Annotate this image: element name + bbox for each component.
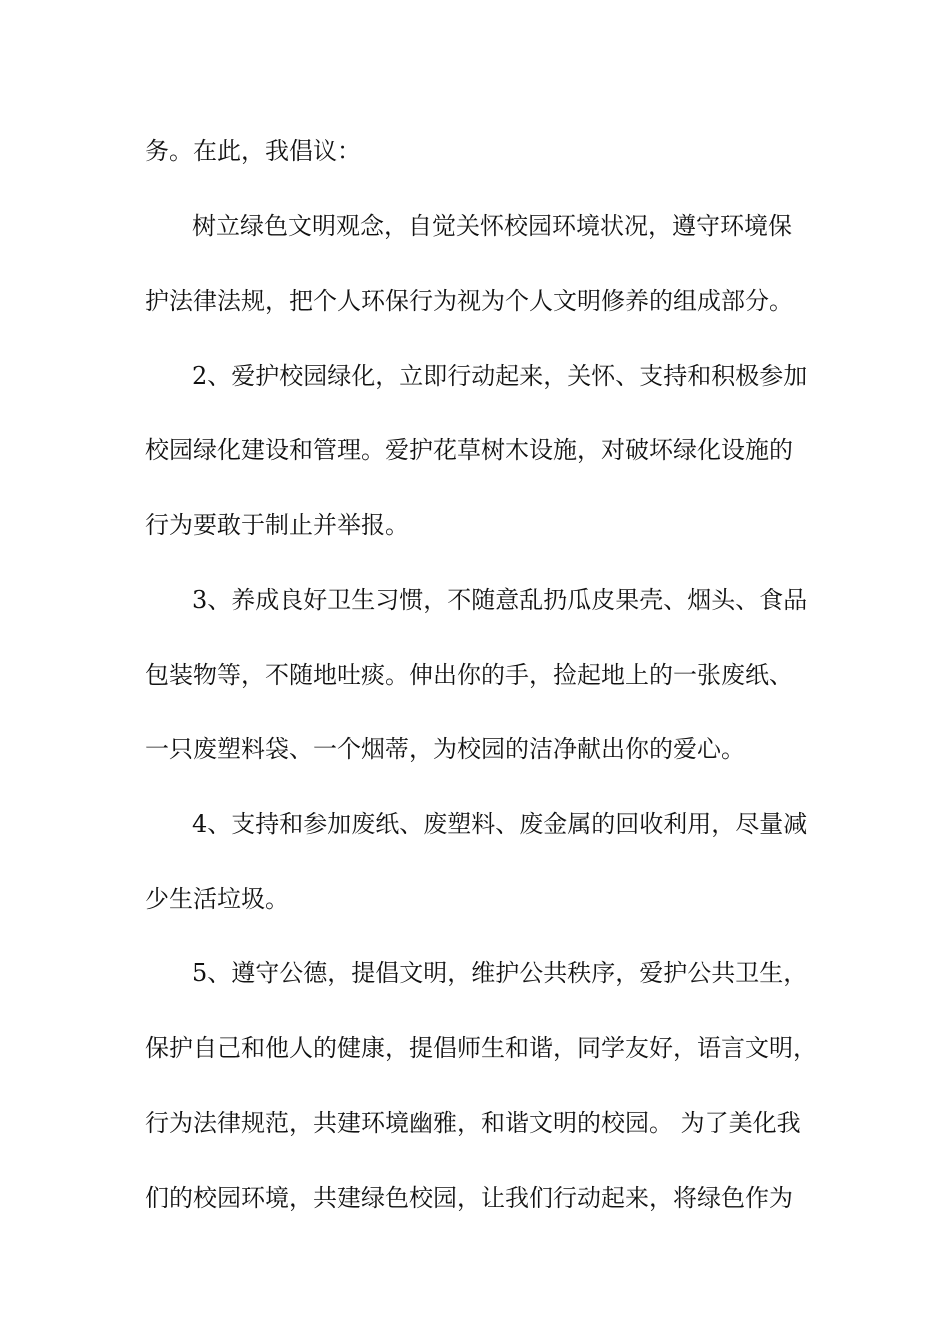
text-line-4: 2、爱护校园绿化，立即行动起来，关怀、支持和积极参加 (192, 362, 808, 390)
text-line-1: 务。在此，我倡议： (145, 137, 361, 165)
text-line-3: 护法律法规，把个人环保行为视为个人文明修养的组成部分。 (145, 287, 793, 315)
text-line-13: 保护自己和他人的健康，提倡师生和谐，同学友好，语言文明， (145, 1034, 817, 1062)
text-line-11: 少生活垃圾。 (145, 885, 289, 913)
text-line-7: 3、养成良好卫生习惯，不随意乱扔瓜皮果壳、烟头、食品 (192, 586, 808, 614)
text-line-10: 4、支持和参加废纸、废塑料、废金属的回收利用，尽量减 (192, 810, 808, 838)
text-line-12: 5、遵守公德，提倡文明，维护公共秩序，爱护公共卫生， (192, 959, 808, 987)
text-line-6: 行为要敢于制止并举报。 (145, 511, 409, 539)
text-line-9: 一只废塑料袋、一个烟蒂，为校园的洁净献出你的爱心。 (145, 735, 745, 763)
text-line-15: 们的校园环境，共建绿色校园，让我们行动起来，将绿色作为 (145, 1184, 793, 1212)
text-line-5: 校园绿化建设和管理。爱护花草树木设施，对破坏绿化设施的 (145, 436, 793, 464)
text-line-14: 行为法律规范，共建环境幽雅，和谐文明的校园。 为了美化我 (145, 1109, 801, 1137)
text-line-8: 包装物等，不随地吐痰。伸出你的手，捡起地上的一张废纸、 (145, 661, 793, 689)
text-line-2: 树立绿色文明观念，自觉关怀校园环境状况，遵守环境保 (192, 212, 792, 240)
